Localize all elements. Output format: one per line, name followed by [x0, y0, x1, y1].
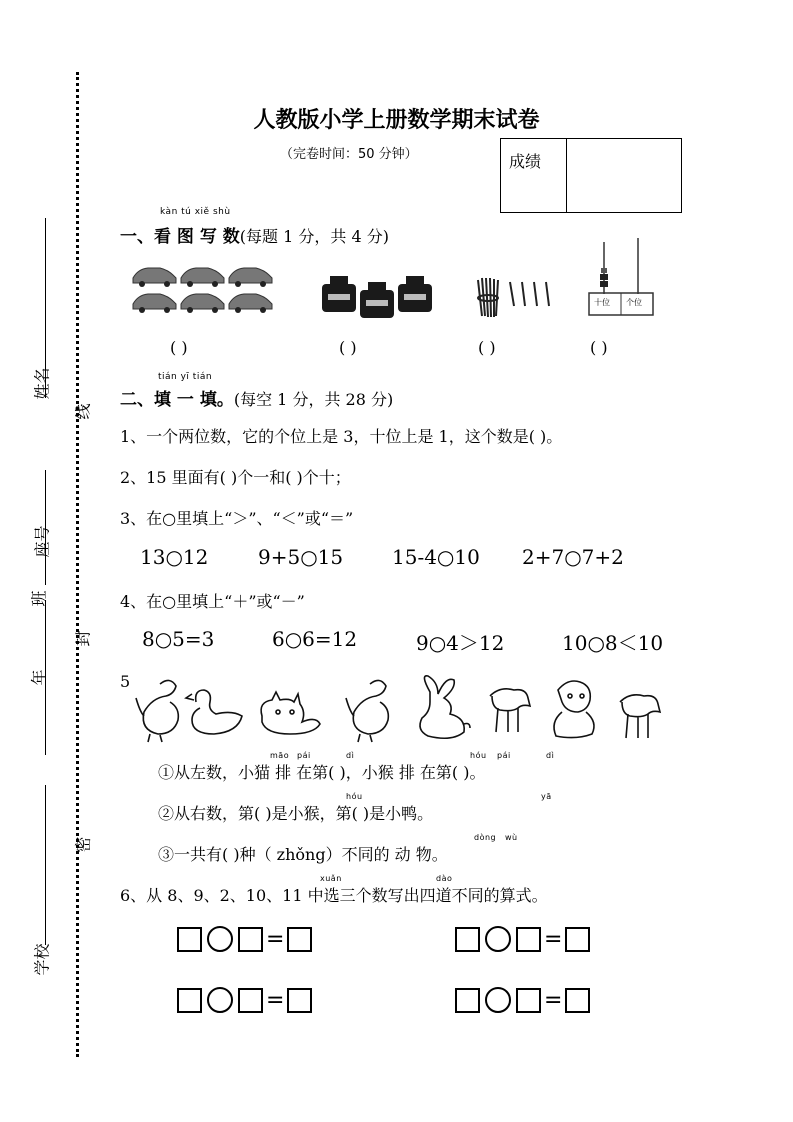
answer-box[interactable]	[287, 988, 312, 1013]
answer-paren-bottles[interactable]: ( )	[339, 338, 357, 357]
operator-circle[interactable]	[485, 987, 511, 1013]
abacus-ones-label: 个位	[626, 298, 642, 307]
binding-label-seal: 封	[73, 630, 93, 647]
section2-heading: 二、填 一 填。(每空 1 分，共 28 分)	[120, 390, 394, 410]
question-3: 3、在○里填上“＞”、“＜”或“＝”	[120, 509, 354, 528]
equals-sign: =	[544, 987, 563, 1013]
operator-circle[interactable]	[207, 926, 233, 952]
pinyin-dao: dào	[436, 874, 453, 883]
score-label: 成绩	[509, 152, 542, 171]
q3-expression-2: 9+5○15	[258, 545, 344, 569]
answer-box[interactable]	[177, 988, 202, 1013]
section1-heading: 一、看 图 写 数(每题 1 分，共 4 分)	[120, 227, 389, 247]
equation-row-2-right	[454, 987, 591, 1013]
answer-box[interactable]	[238, 927, 263, 952]
equation-row-1-left	[176, 926, 313, 952]
q4-expression-1: 8○5=3	[142, 627, 215, 651]
answer-box[interactable]	[455, 927, 480, 952]
side-label-grade: 年	[29, 669, 49, 686]
score-box	[500, 138, 682, 213]
q3-expression-4: 2+7○7+2	[522, 545, 624, 569]
operator-circle[interactable]	[485, 926, 511, 952]
q3-expression-1: 13○12	[140, 545, 209, 569]
side-label-seat: 座号	[32, 525, 52, 558]
question-5b: ②从右数，第( )是小猴，第( )是小鸭。	[158, 804, 434, 823]
equation-row-2-left	[176, 987, 313, 1013]
pinyin-mao: māo	[270, 751, 290, 760]
binding-label-secret: 密	[73, 836, 93, 853]
pinyin-ya: yā	[541, 792, 552, 801]
side-label-school: 学校	[32, 943, 52, 976]
answer-box[interactable]	[287, 927, 312, 952]
animals-row-icon	[130, 672, 675, 744]
answer-box[interactable]	[565, 927, 590, 952]
binding-label-line: 线	[73, 403, 93, 420]
question-1: 1、一个两位数，它的个位上是 3，十位上是 1，这个数是( )。	[120, 427, 563, 446]
equals-sign: =	[544, 926, 563, 952]
equals-sign: =	[266, 926, 285, 952]
answer-box[interactable]	[516, 988, 541, 1013]
section2-pinyin: tián yī tián	[158, 372, 213, 382]
answer-box[interactable]	[565, 988, 590, 1013]
operator-circle[interactable]	[207, 987, 233, 1013]
equation-row-1-right	[454, 926, 591, 952]
question-6: 6、从 8、9、2、10、11 中选三个数写出四道不同的算式。	[120, 886, 548, 905]
question-5c: ③一共有( )种（ zhǒng）不同的 动 物。	[158, 845, 448, 864]
equals-sign: =	[266, 987, 285, 1013]
pinyin-di-2: dì	[546, 751, 555, 760]
question-2: 2、15 里面有( )个一和( )个十；	[120, 468, 351, 487]
question-5a: ①从左数，小猫 排 在第( )，小猴 排 在第( )。	[158, 763, 486, 782]
binding-dotted-line	[76, 72, 79, 1057]
exam-duration: （完卷时间：50 分钟）	[280, 147, 418, 162]
q3-expression-3: 15-4○10	[392, 545, 480, 569]
section2-note: (每空 1 分，共 28 分)	[233, 390, 394, 409]
page-title: 人教版小学上册数学期末试卷	[253, 108, 540, 133]
pinyin-pai-2: pái	[497, 751, 511, 760]
section1-note: (每题 1 分，共 4 分)	[239, 227, 389, 246]
pinyin-dong: dòng	[474, 833, 497, 842]
answer-box[interactable]	[516, 927, 541, 952]
question-5-number: 5	[120, 672, 131, 691]
section1-pinyin: kàn tú xiě shù	[160, 207, 231, 217]
q4-expression-4: 10○8＜10	[562, 631, 664, 655]
answer-box[interactable]	[177, 927, 202, 952]
answer-box[interactable]	[238, 988, 263, 1013]
pinyin-hou-2: hóu	[346, 792, 363, 801]
answer-box[interactable]	[455, 988, 480, 1013]
side-label-class: 班	[29, 590, 49, 607]
pinyin-wu: wù	[505, 833, 518, 842]
pinyin-di-1: dì	[346, 751, 355, 760]
cars-icon	[130, 262, 280, 317]
answer-paren-sticks[interactable]: ( )	[478, 338, 496, 357]
answer-paren-cars[interactable]: ( )	[170, 338, 188, 357]
pinyin-pai-1: pái	[297, 751, 311, 760]
side-label-name: 姓名	[32, 367, 52, 400]
q4-expression-2: 6○6=12	[272, 627, 358, 651]
question-4: 4、在○里填上“＋”或“－”	[120, 592, 305, 611]
q4-expression-3: 9○4＞12	[416, 631, 505, 655]
pinyin-hou-1: hóu	[470, 751, 487, 760]
pinyin-xuan: xuǎn	[320, 874, 342, 883]
counting-sticks-icon	[470, 272, 555, 322]
ink-bottles-icon	[318, 272, 436, 324]
answer-paren-abacus[interactable]: ( )	[590, 338, 608, 357]
abacus-tens-label: 十位	[594, 298, 610, 307]
school-field-line[interactable]	[45, 785, 46, 945]
